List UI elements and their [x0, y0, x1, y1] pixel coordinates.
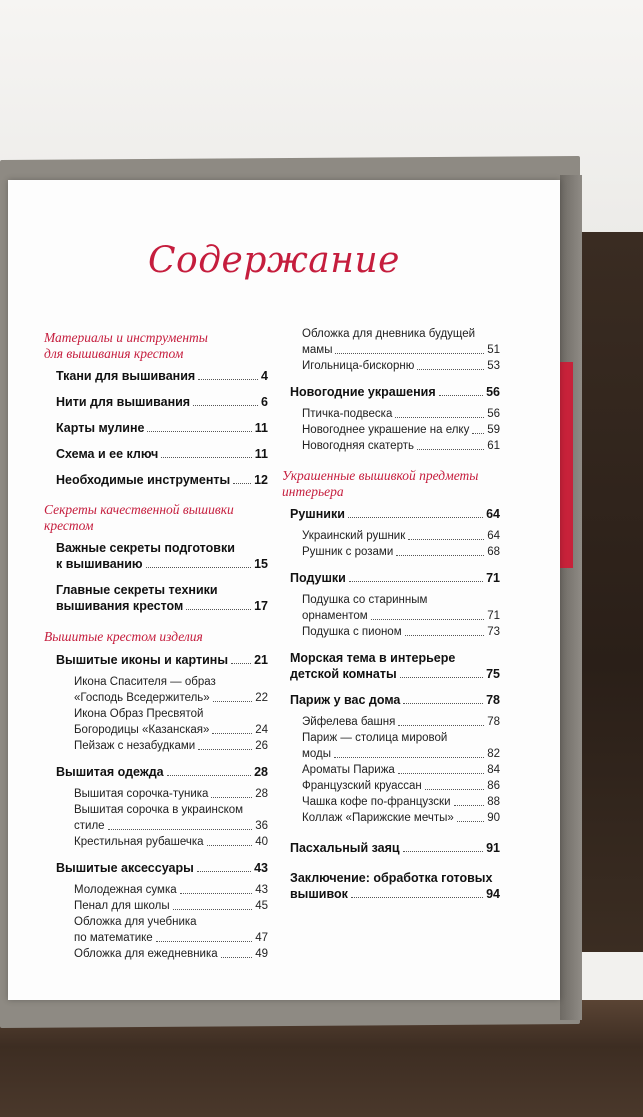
- toc-entry[interactable]: Морская тема в интерьере детской комнаты 75: [290, 651, 500, 681]
- toc-subentry[interactable]: Французский круассан 86: [302, 780, 500, 792]
- toc-subentry[interactable]: Украинский рушник 64: [302, 530, 500, 542]
- toc-entry[interactable]: Необходимые инструменты 12: [56, 473, 268, 487]
- toc-entry[interactable]: Вышитые аксессуары 43: [56, 861, 268, 875]
- toc-subentry[interactable]: Пенал для школы 45: [74, 900, 268, 912]
- toc-subentry[interactable]: Эйфелева башня 78: [302, 716, 500, 728]
- toc-entry[interactable]: Новогодние украшения 56: [290, 385, 500, 399]
- toc-entry[interactable]: Заключение: обработка готовых вышивок 94: [290, 871, 500, 901]
- toc-subentry[interactable]: Игольница-бискорню 53: [302, 360, 500, 372]
- left-column: [44, 330, 268, 962]
- contents-page: [8, 180, 560, 1000]
- toc-subentry[interactable]: Подушка с пионом 73: [302, 626, 500, 638]
- toc-subentry[interactable]: Крестильная рубашечка 40: [74, 836, 268, 848]
- toc-entry[interactable]: Нити для вышивания 6: [56, 395, 268, 409]
- toc-subentry[interactable]: Молодежная сумка 43: [74, 884, 268, 896]
- toc-entry[interactable]: Карты мулине 11: [56, 421, 268, 435]
- toc-subentry[interactable]: Чашка кофе по-французски 88: [302, 796, 500, 808]
- toc-subentry[interactable]: Вышитая сорочка-туника 28: [74, 788, 268, 800]
- toc-entry[interactable]: Рушники 64: [290, 507, 500, 521]
- toc-subentry[interactable]: Новогодняя скатерть 61: [302, 440, 500, 452]
- section-title-secrets: Секреты качественной вышивки крестом: [44, 502, 234, 533]
- toc-subentry[interactable]: Обложка для дневника будущей мамы 51: [302, 328, 500, 356]
- section-title-items: Вышитые крестом изделия: [44, 629, 203, 644]
- toc-subentry[interactable]: Рушник с розами 68: [302, 546, 500, 558]
- toc-subentry[interactable]: Икона Спасителя — образ «Господь Вседержитель» 22: [74, 676, 268, 704]
- toc-entry[interactable]: Главные секреты техники вышивания крестом 17: [56, 583, 268, 613]
- toc-entry[interactable]: Вышитые иконы и картины 21: [56, 653, 268, 667]
- toc-subentry[interactable]: Икона Образ Пресвятой Богородицы «Казанская» 24: [74, 708, 268, 736]
- book-spine: [560, 175, 582, 1020]
- toc-subentry[interactable]: Обложка для ежедневника 49: [74, 948, 268, 960]
- page-title: Содержание: [148, 240, 400, 281]
- toc-subentry[interactable]: Вышитая сорочка в украинском стиле 36: [74, 804, 268, 832]
- section-title-materials: Материалы и инструменты для вышивания крестом: [44, 330, 208, 361]
- toc-subentry[interactable]: Подушка со старинным орнаментом 71: [302, 594, 500, 622]
- toc-entry[interactable]: Париж у вас дома 78: [290, 693, 500, 707]
- toc-entry[interactable]: Важные секреты подготовки к вышиванию 15: [56, 541, 268, 571]
- toc-subentry[interactable]: Ароматы Парижа 84: [302, 764, 500, 776]
- toc-entry[interactable]: Пасхальный заяц 91: [290, 841, 500, 855]
- toc-subentry[interactable]: Новогоднее украшение на елку 59: [302, 424, 500, 436]
- toc-entry[interactable]: Подушки 71: [290, 571, 500, 585]
- toc-entry[interactable]: Ткани для вышивания 4: [56, 369, 268, 383]
- toc-entry[interactable]: Схема и ее ключ 11: [56, 447, 268, 461]
- toc-subentry[interactable]: Обложка для учебника по математике 47: [74, 916, 268, 944]
- section-title-interior: Украшенные вышивкой предметы интерьера: [282, 468, 479, 499]
- toc-entry[interactable]: Вышитая одежда 28: [56, 765, 268, 779]
- toc-subentry[interactable]: Коллаж «Парижские мечты» 90: [302, 812, 500, 824]
- toc-subentry[interactable]: Птичка-подвеска 56: [302, 408, 500, 420]
- right-column: [282, 326, 500, 902]
- toc-subentry[interactable]: Пейзаж с незабудками 26: [74, 740, 268, 752]
- toc-subentry[interactable]: Париж — столица мировой моды 82: [302, 732, 500, 760]
